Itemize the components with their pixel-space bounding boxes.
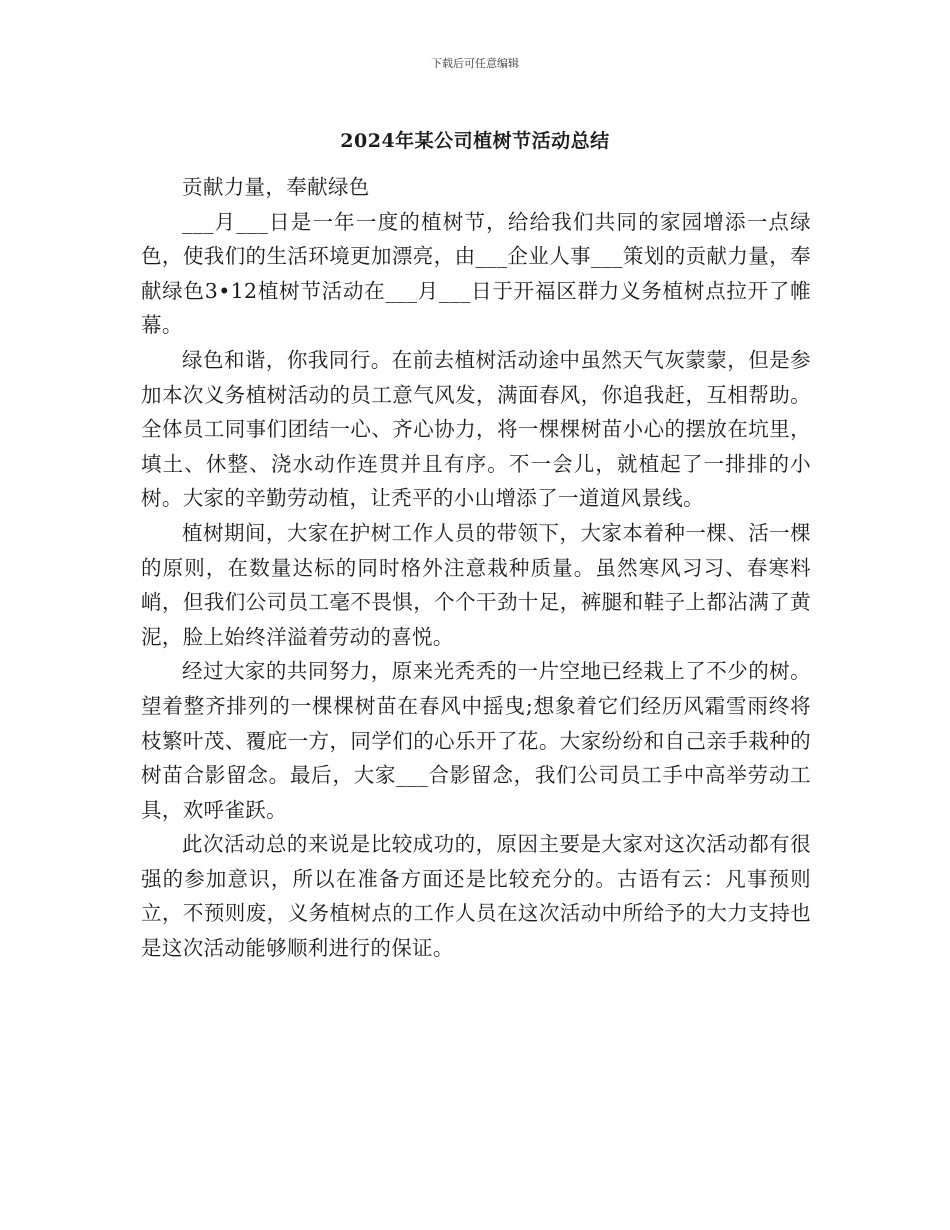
paragraph-3: 植树期间，大家在护树工作人员的带领下，大家本着种一棵、活一棵的原则，在数量达标的同时格外注意栽种质量。虽然寒风习习、春寒料峭，但我们公司员工毫不畏惧，个个干劲十足，裤腿和鞋子上都沾满了黄泥，脸上始终洋溢着劳动的喜悦。 <box>141 520 811 649</box>
paragraph-1: ___月___日是一年一度的植树节，给给我们共同的家园增添一点绿色，使我们的生活环境更加漂亮，由___企业人事___策划的贡献力量，奉献绿色3•12植树节活动在___月___日于开福区群力义务植树点拉开了帷幕。 <box>141 209 811 338</box>
document-body <box>141 170 811 966</box>
paragraph-4: 经过大家的共同努力，原来光秃秃的一片空地已经栽上了不少的树。望着整齐排列的一棵棵树苗在春风中摇曳;想象着它们经历风霜雪雨终将枝繁叶茂、覆庇一方，同学们的心乐开了花。大家纷纷和自己亲手栽种的树苗合影留念。最后，大家___合影留念，我们公司员工手中高举劳动工具，欢呼雀跃。 <box>141 659 811 822</box>
header-note: 下载后可任意编辑 <box>431 57 519 70</box>
paragraph-5: 此次活动总的来说是比较成功的，原因主要是大家对这次活动都有很强的参加意识，所以在准备方面还是比较充分的。古语有云：凡事预则立，不预则废，义务植树点的工作人员在这次活动中所给予的大力支持也是这次活动能够顺利进行的保证。 <box>141 832 811 961</box>
document-title: 2024年某公司植树节活动总结 <box>340 130 610 152</box>
paragraph-2: 绿色和谐，你我同行。在前去植树活动途中虽然天气灰蒙蒙，但是参加本次义务植树活动的员工意气风发，满面春风，你追我赶，互相帮助。全体员工同事们团结一心、齐心协力，将一棵棵树苗小心的摆放在坑里，填土、休整、浇水动作连贯并且有序。不一会儿，就植起了一排排的小树。大家的辛勤劳动植，让秃平的小山增添了一道道风景线。 <box>141 347 811 511</box>
document-subtitle: 贡献力量，奉献绿色 <box>182 175 370 199</box>
